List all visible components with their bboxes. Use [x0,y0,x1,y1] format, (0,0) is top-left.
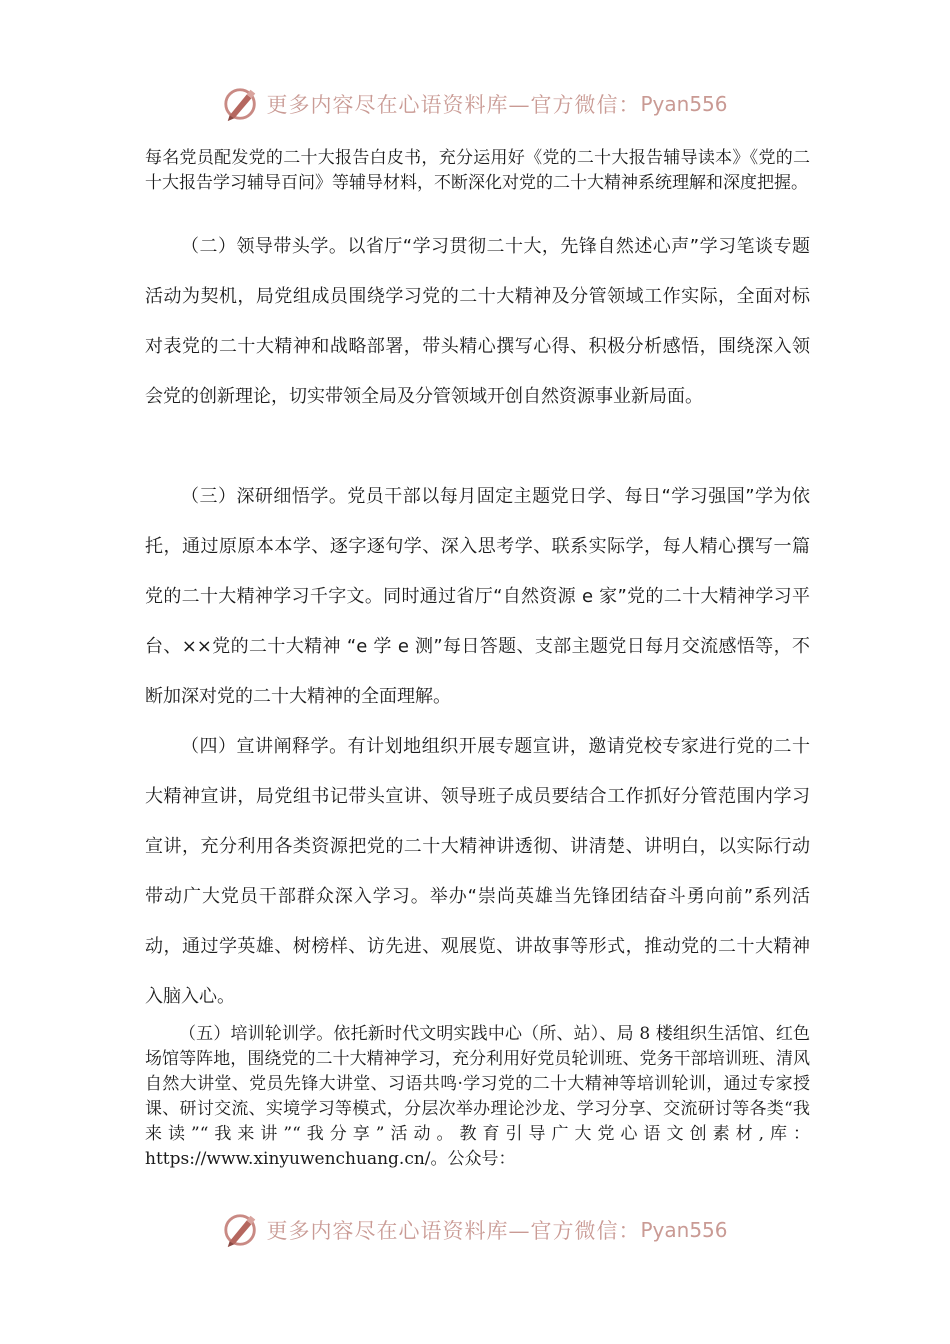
header-banner [0,84,950,124]
footer-banner [0,1210,950,1250]
banner-wechat-id: Pyan556 [640,92,728,116]
banner-wechat-id: Pyan556 [640,1218,728,1242]
paragraph-5: （五）培训轮训学。依托新时代文明实践中心（所、站）、局 8 楼组织生活馆、红色场馆等阵地，围绕党的二十大精神学习，充分利用好党员轮训班、党务干部培训班、清风自然大讲堂、党员先锋大讲堂、习语共鸣·学习党的二十大精神等培训轮训，通过专家授课、研讨交流、实境学习等模式，分层次举办理论沙龙、学习分享、交流研讨等各类“我来读”“我来讲”“我分享”活动。教育引导广大党心语文创素材,库：https://www.xinyuwenchuang.cn/。公众号： [145,1024,810,1169]
paragraph-1: 每名党员配发党的二十大报告白皮书，充分运用好《党的二十大报告辅导读本》《党的二十大报告学习辅导百问》等辅导材料，不断深化对党的二十大精神系统理解和深度把握。 [145,148,810,193]
paragraph-3: （三）深研细悟学。党员干部以每月固定主题党日学、每日“学习强国”学为依托，通过原原本本学、逐字逐句学、深入思考学、联系实际学，每人精心撰写一篇党的二十大精神学习千字文。同时通过省厅“自然资源 e 家”党的二十大精神学习平台、××党的二十大精神 “e 学 e 测”每日答题、支部主题党日每月交流感悟等，不断加深对党的二十大精神的全面理解。 [145,486,810,707]
banner-text: 更多内容尽在心语资料库—官方微信： [266,93,641,117]
pen-logo-icon [222,85,260,123]
banner-text: 更多内容尽在心语资料库—官方微信： [266,1219,641,1243]
paragraph-4: （四）宣讲阐释学。有计划地组织开展专题宣讲，邀请党校专家进行党的二十大精神宣讲，局党组书记带头宣讲、领导班子成员要结合工作抓好分管范围内学习宣讲，充分利用各类资源把党的二十大精神讲透彻、讲清楚、讲明白，以实际行动带动广大党员干部群众深入学习。举办“崇尚英雄当先锋团结奋斗勇向前”系列活动，通过学英雄、树榜样、访先进、观展览、讲故事等形式，推动党的二十大精神入脑入心。 [145,736,810,1007]
paragraph-2: （二）领导带头学。以省厅“学习贯彻二十大，先锋自然述心声”学习笔谈专题活动为契机，局党组成员围绕学习党的二十大精神及分管领域工作实际，全面对标对表党的二十大精神和战略部署，带头精心撰写心得、积极分析感悟，围绕深入领会党的创新理论，切实带领全局及分管领域开创自然资源事业新局面。 [145,236,810,407]
pen-logo-icon [222,1211,260,1249]
